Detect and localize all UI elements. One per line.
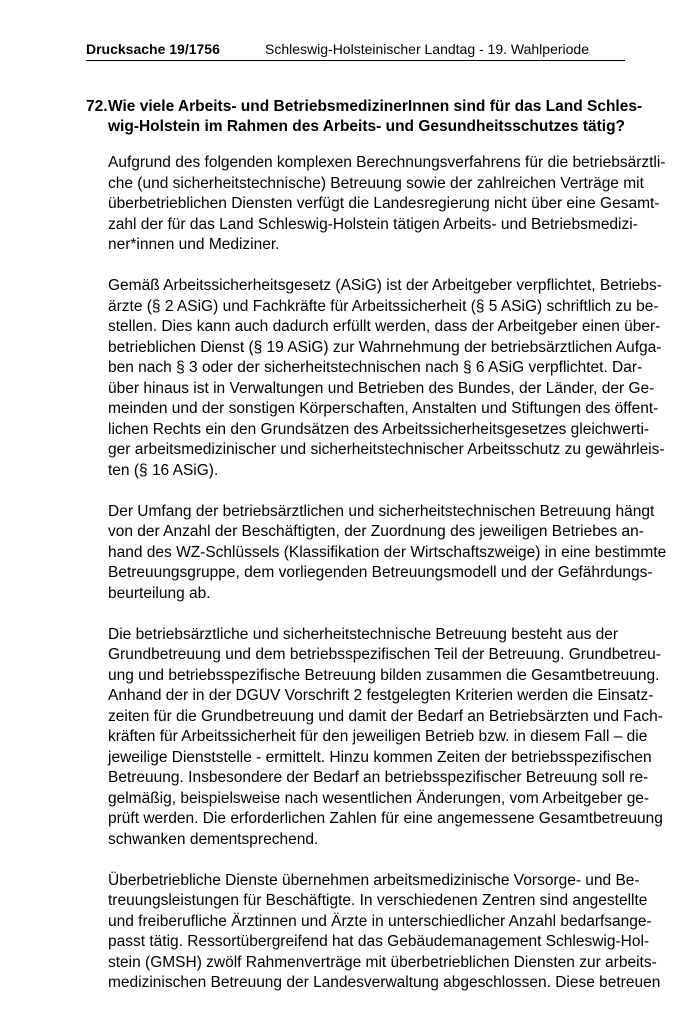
text-line: lichen Rechts ein den Grundsätzen des Arbeitssicherheitsgesetzes gleichwerti- (108, 420, 650, 438)
text-line: ten (§ 16 ASiG). (108, 461, 219, 479)
question-line: wig-Holstein im Rahmen des Arbeits- und Gesundheitsschutzes tätig? (108, 118, 626, 135)
answer-paragraph (108, 153, 666, 256)
text-line: gelmäßig, beispielsweise nach wesentlichen Änderungen, vom Arbeitgeber ge- (108, 789, 650, 807)
text-line: betrieblichen Dienst (§ 19 ASiG) zur Wahrnehmung der betriebsärztlichen Aufga- (108, 338, 662, 356)
text-line: von der Anzahl der Beschäftigten, der Zuordnung des jeweiligen Betriebes an- (108, 523, 644, 540)
text-line: meinden und der sonstigen Körperschaften, Anstalten und Stiftungen des öffent- (108, 400, 659, 417)
text-line: ner*innen und Mediziner. (108, 236, 280, 253)
text-line: Grundbetreuung und dem betriebsspezifischen Teil der Betreuung. Grundbetreu- (108, 646, 661, 663)
text-line: Anhand der in der DGUV Vorschrift 2 festgelegten Kriterien werden die Einsatz- (108, 687, 654, 704)
question-number: 72. (86, 98, 108, 115)
text-line: Gemäß Arbeitssicherheitsgesetz (ASiG) ist der Arbeitgeber verpflichtet, Betriebs- (108, 277, 662, 294)
text-line: passt tätig. Ressortübergreifend hat das Gebäudemanagement Schleswig-Hol- (108, 933, 650, 950)
question-line: Wie viele Arbeits- und BetriebsmedizinerInnen sind für das Land Schles- (108, 98, 643, 115)
text-line: zahl der für das Land Schleswig-Holstein tätigen Arbeits- und Betriebsmedizi- (108, 215, 638, 233)
answer-paragraph (108, 625, 663, 851)
text-line: überbetrieblichen Diensten verfügt die Landesregierung nicht über eine Gesamt- (108, 195, 660, 212)
text-line: ung und betriebsspezifische Betreuung bilden zusammen die Gesamtbetreuung. (108, 666, 660, 684)
text-line: Die betriebsärztliche und sicherheitstechnische Betreuung besteht aus der (108, 625, 619, 643)
text-line: ärzte (§ 2 ASiG) und Fachkräfte für Arbeitssicherheit (§ 5 ASiG) schriftlich zu be- (108, 297, 659, 315)
text-line: über hinaus ist in Verwaltungen und Betrieben des Bundes, der Länder, der Ge- (108, 379, 655, 397)
text-line: beurteilung ab. (108, 584, 211, 602)
answer-paragraph (108, 871, 661, 994)
answer-body (108, 153, 667, 1014)
text-line: kräften für Arbeitssicherheit für den jeweiligen Betrieb bzw. in diesem Fall – die (108, 728, 648, 745)
answer-paragraph (108, 502, 667, 605)
text-line: und freiberufliche Ärztinnen und Ärzte in unterschiedlicher Anzahl bedarfsange- (108, 912, 652, 930)
document-number: Drucksache 19/1756 (86, 41, 220, 57)
text-line: prüft werden. Die erforderlichen Zahlen für eine angemessene Gesamtbetreuung (108, 810, 663, 827)
text-line: zeiten für die Grundbetreuung und damit der Bedarf an Betriebsärzten und Fach- (108, 707, 663, 725)
text-line: schwanken dementsprechend. (108, 830, 319, 848)
text-line: treuungsleistungen für Beschäftigte. In verschiedenen Zentren sind angestellte (108, 892, 648, 909)
question-text (108, 97, 643, 137)
text-line: ger arbeitsmedizinischer und sicherheitstechnischer Arbeitsschutz zu gewährleis- (108, 441, 665, 458)
text-line: hand des WZ-Schlüssels (Klassifikation der Wirtschaftszweige) in eine bestimmte (108, 543, 667, 561)
text-line: Der Umfang der betriebsärztlichen und sicherheitstechnischen Betreuung hängt (108, 502, 655, 520)
text-line: stein (GMSH) zwölf Rahmenverträge mit überbetrieblichen Diensten zur arbeits- (108, 953, 657, 971)
text-line: Überbetriebliche Dienste übernehmen arbeitsmedizinische Vorsorge- und Be- (108, 871, 640, 889)
text-line: jeweilige Dienststelle - ermittelt. Hinzu kommen Zeiten der betriebsspezifischen (108, 748, 652, 766)
text-line: stellen. Dies kann auch dadurch erfüllt werden, dass der Arbeitgeber einen über- (108, 318, 661, 335)
text-line: Betreuung. Insbesondere der Bedarf an betriebsspezifischer Betreuung soll re- (108, 769, 649, 786)
text-line: Betreuungsgruppe, dem vorliegenden Betreuungsmodell und der Gefährdungs- (108, 564, 653, 581)
page-header (86, 38, 625, 61)
answer-paragraph (108, 276, 665, 481)
parliament-title: Schleswig-Holsteinischer Landtag - 19. Wahlperiode (265, 41, 589, 57)
text-line: che (und sicherheitstechnische) Betreuung sowie der zahlreichen Verträge mit (108, 174, 644, 192)
text-line: medizinischen Betreuung der Landesverwaltung abgeschlossen. Diese betreuen (108, 974, 661, 991)
text-line: ben nach § 3 oder der sicherheitstechnischen nach § 6 ASiG verpflichtet. Dar- (108, 359, 643, 376)
text-line: Aufgrund des folgenden komplexen Berechnungsverfahrens für die betriebsärztli- (108, 154, 666, 171)
